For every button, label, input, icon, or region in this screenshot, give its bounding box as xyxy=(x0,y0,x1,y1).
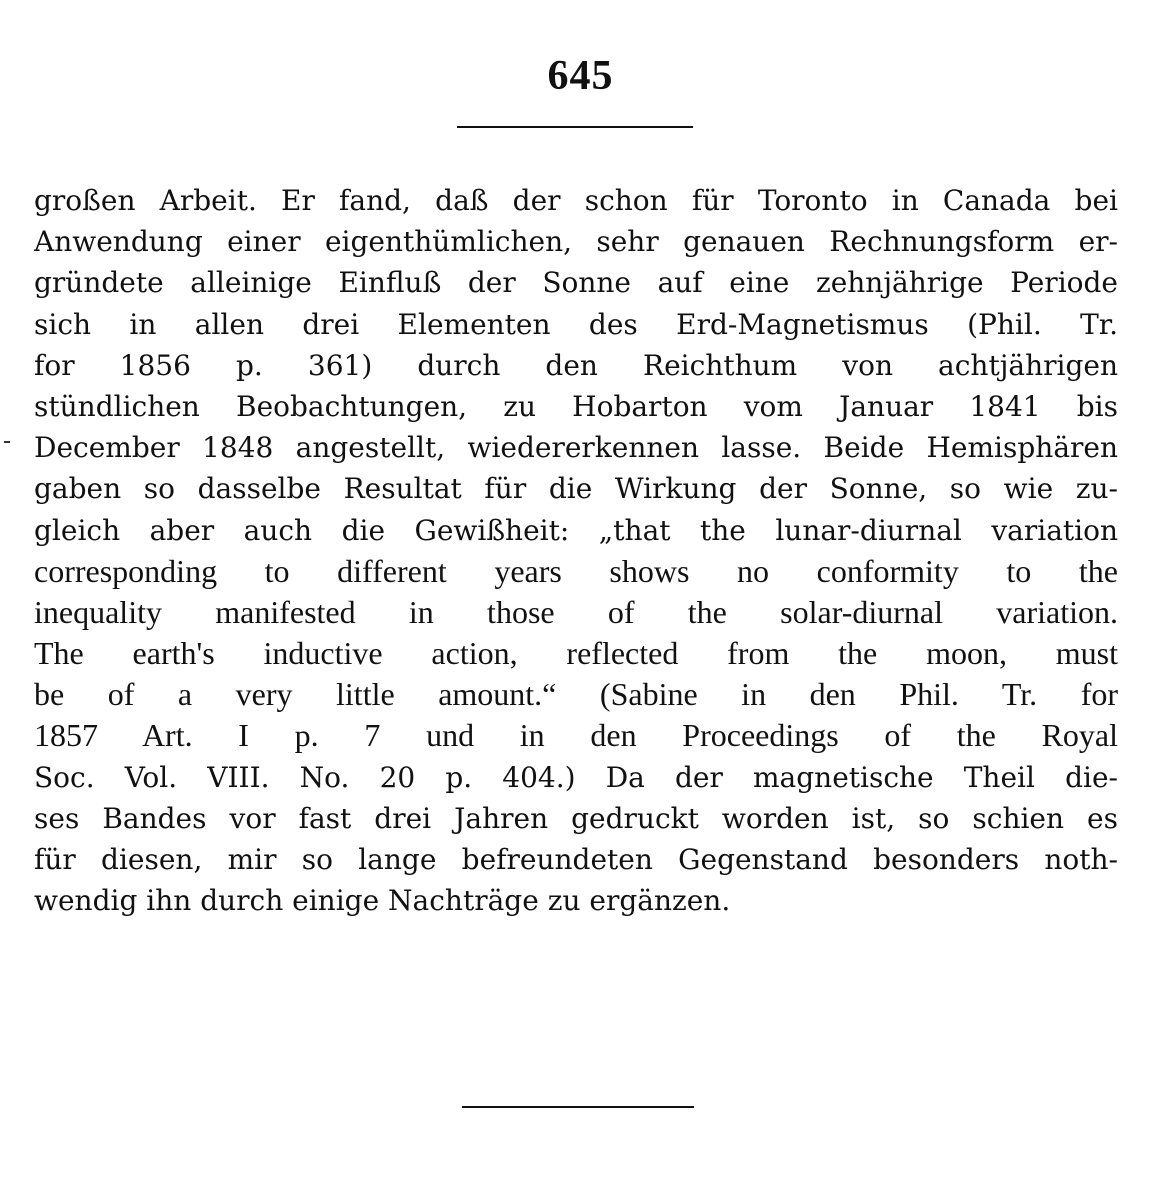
text-line: wendig ihn durch einige Nachträge zu ergänzen. xyxy=(34,884,731,918)
text-line: gründete alleinige Einfluß der Sonne auf eine zehnjährige Periode xyxy=(34,266,1118,300)
body-text xyxy=(34,180,1118,921)
text-line: sich in allen drei Elementen des Erd-Magnetismus (Phil. Tr. xyxy=(34,307,1118,341)
text-line: The earth's inductive action, reflected from the moon, must xyxy=(34,635,1118,672)
text-line: Soc. Vol. VIII. No. 20 p. 404.) Da der magnetische Theil die- xyxy=(34,760,1118,794)
text-line: gaben so dasselbe Resultat für die Wirkung der Sonne, so wie zu- xyxy=(34,472,1118,506)
text-line: corresponding to different years shows no conformity to the xyxy=(34,552,1118,589)
text-line: Anwendung einer eigenthümlichen, sehr genauen Rechnungsform er- xyxy=(34,225,1118,259)
text-line: stündlichen Beobachtungen, zu Hobarton vom Januar 1841 bis xyxy=(34,389,1118,423)
text-line: gleich aber auch die Gewißheit: „that the lunar-diurnal variation xyxy=(34,513,1118,547)
text-line: für diesen, mir so lange befreundeten Gegenstand besonders noth- xyxy=(34,843,1118,876)
header-rule xyxy=(457,126,693,128)
text-line: 1857 Art. I p. 7 und in den Proceedings of the Royal xyxy=(34,717,1118,754)
text-line: ses Bandes vor fast drei Jahren gedruckt worden ist, so schien es xyxy=(34,801,1118,835)
text-line: be of a very little amount.“ (Sabine in den Phil. Tr. for xyxy=(34,676,1118,713)
text-line: for 1856 p. 361) durch den Reichthum von achtjährigen xyxy=(34,348,1118,382)
text-line: großen Arbeit. Er fand, daß der schon für Toronto in Canada bei xyxy=(34,184,1118,217)
page-number: 645 xyxy=(547,53,614,99)
text-line: December 1848 angestellt, wiedererkennen lasse. Beide Hemisphären xyxy=(34,431,1118,465)
text-line: inequality manifested in those of the solar-diurnal variation. xyxy=(34,593,1118,630)
margin-mark xyxy=(4,441,10,443)
footer-rule xyxy=(462,1106,694,1108)
